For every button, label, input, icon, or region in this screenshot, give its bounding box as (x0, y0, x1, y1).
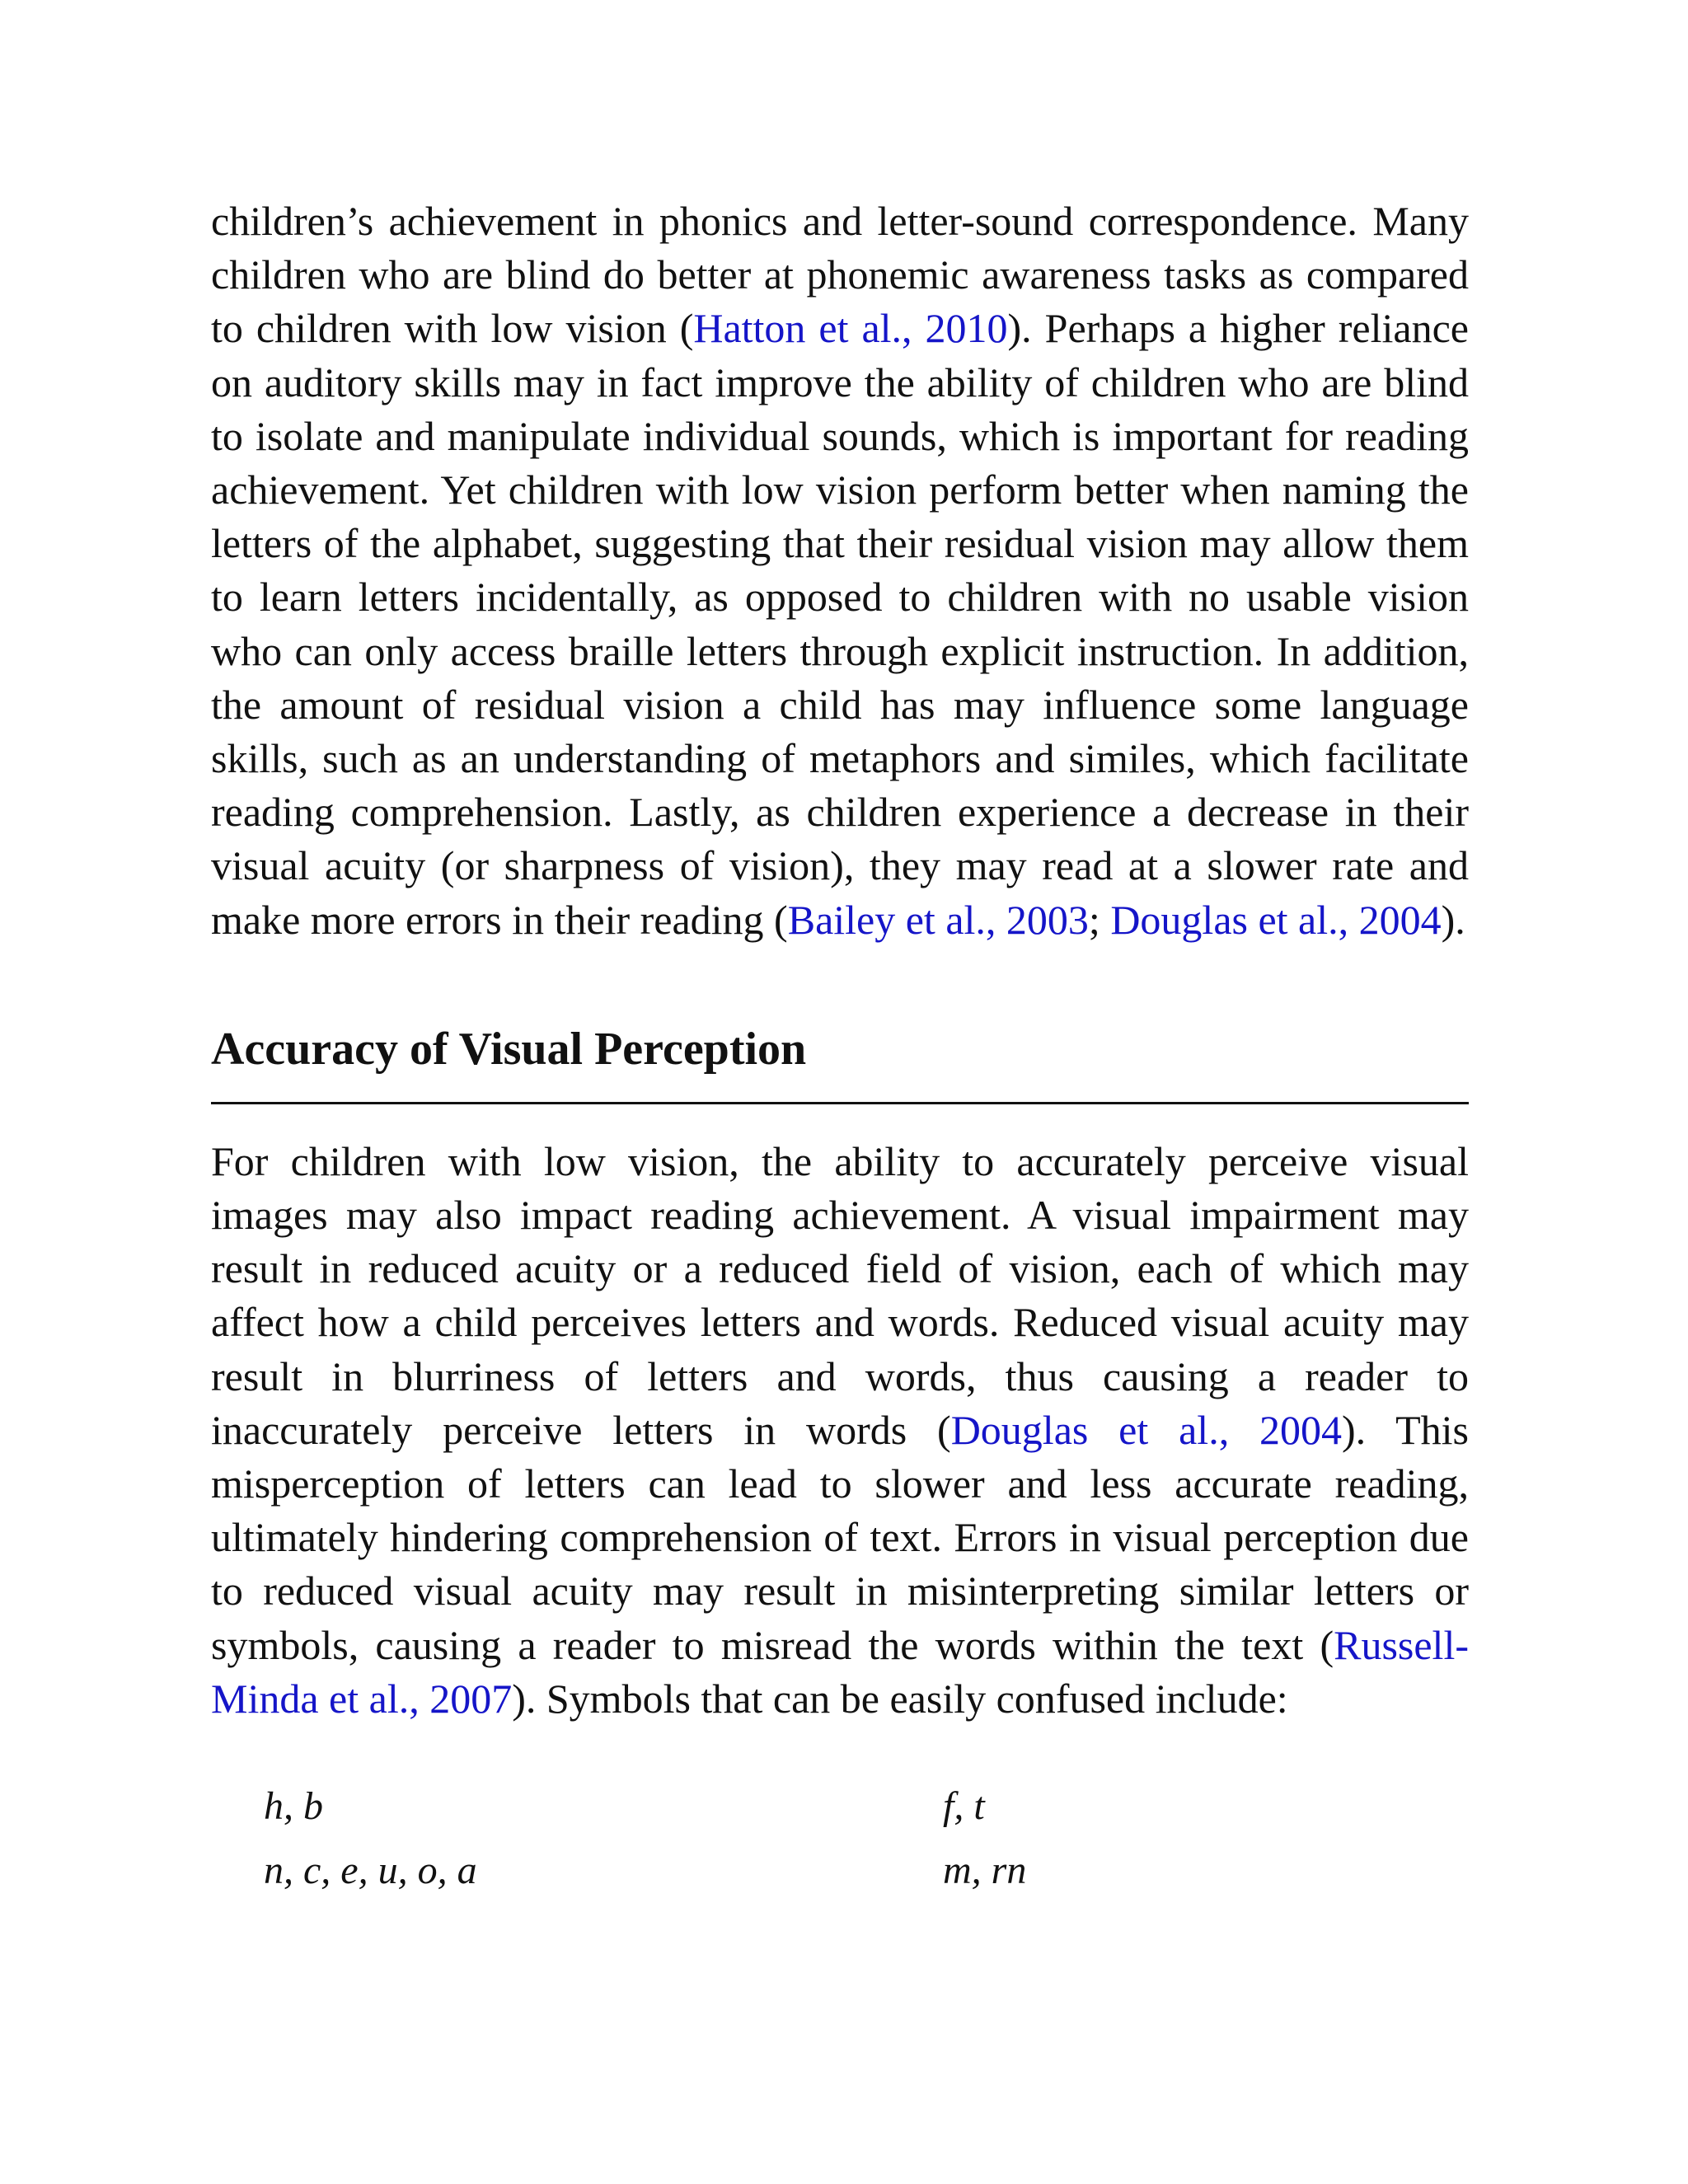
paragraph-text: For children with low vision, the ability to accurately perceive visual images may also impact reading achievement. A visual impairment may result in reduced acuity or a reduced field of vision, each of which may affect how a child perceives letters and words. Reduced visual acuity may result in blurriness of letters and words, thus causing a reader to inaccurately perceive letters in words ( (211, 1137, 1469, 1453)
symbol-pair: h, b (264, 1784, 323, 1828)
paragraph-text: children’s achievement in phonics and letter-sound correspondence. Many children who are blind do better at phonemic awareness tasks as compared to children with low vision ( (211, 198, 1469, 352)
citation-douglas-2004[interactable]: Douglas et al., 2004 (1110, 896, 1442, 943)
symbol-pair: f, t (943, 1784, 985, 1828)
document-page (211, 194, 1470, 1892)
section-heading: Accuracy of Visual Perception (211, 1023, 807, 1075)
paragraph-text: ). This misperception of letters can lead to slower and less accurate reading, ultimately hindering comprehension of text. Errors in visual perception due to reduced visual acuity may result in misinterpreting similar letters or symbols, causing a reader to misread the words within the text ( (211, 1406, 1470, 1668)
paragraph-text: ; (1088, 896, 1111, 943)
symbol-pair: m, rn (943, 1849, 1027, 1892)
citation-hatton-2010[interactable]: Hatton et al., 2010 (693, 305, 1008, 352)
citation-douglas-2004[interactable]: Douglas et al., 2004 (950, 1406, 1343, 1453)
symbol-group: n, c, e, u, o, a (264, 1849, 477, 1892)
paragraph-text: ). (1441, 896, 1465, 943)
paragraph-text: ). Perhaps a higher reliance on auditory skills may in fact improve the ability of children who are blind to isolate and manipulate individual sounds, which is important for reading achievement. Yet children with low vision perform better when naming the letters of the alphabet, suggesting that their residual vision may allow them to learn letters incidentally, as opposed to children with no usable vision who can only access braille letters through explicit instruction. In addition, the amount of residual vision a child has may influence some language skills, such as an understanding of metaphors and similes, which facilitate reading comprehension. Lastly, as children experience a decrease in their visual acuity (or sharpness of vision), they may read at a slower rate and make more errors in their reading ( (211, 305, 1469, 943)
paragraph-reading-skills (211, 194, 1469, 947)
paragraph-visual-perception (211, 1135, 1469, 1726)
section-divider (211, 1102, 1469, 1104)
paragraph-text: ). Symbols that can be easily confused include: (512, 1675, 1288, 1722)
citation-bailey-2003[interactable]: Bailey et al., 2003 (787, 896, 1089, 943)
citation-russell-minda-2007[interactable]: Russell-Minda et al., 2007 (211, 1621, 1469, 1722)
